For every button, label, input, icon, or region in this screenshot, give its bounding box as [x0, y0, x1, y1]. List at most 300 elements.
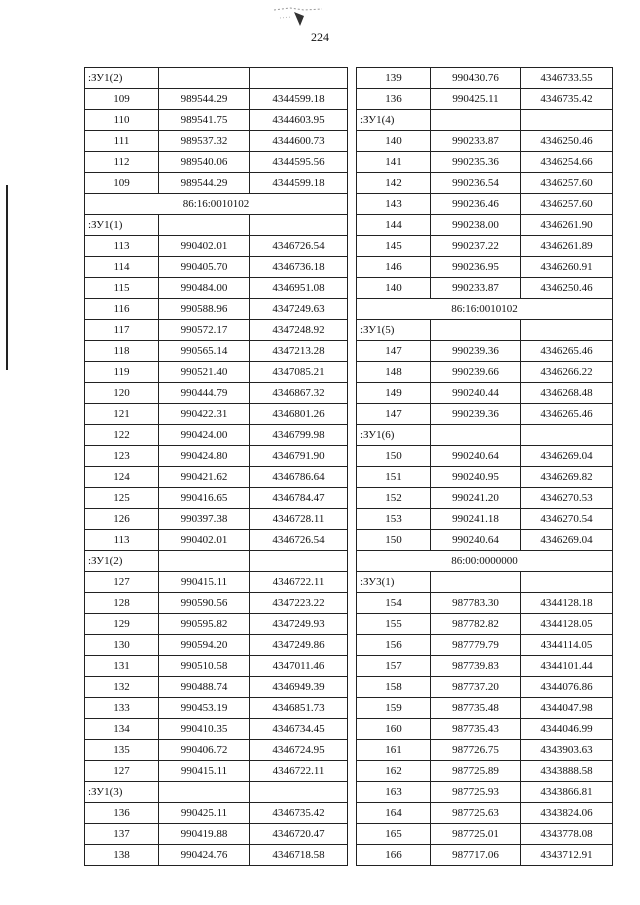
point-number-cell: 110: [85, 110, 159, 131]
table-row: [85, 488, 348, 509]
table-row: [85, 341, 348, 362]
x-coordinate-cell: 990430.76: [431, 68, 521, 89]
table-row: [357, 635, 613, 656]
point-number-cell: 154: [357, 593, 431, 614]
parcel-label-row: [85, 215, 348, 236]
y-coordinate-cell: 4344599.18: [250, 89, 348, 110]
x-coordinate-cell: 989537.32: [159, 131, 250, 152]
table-row: [357, 89, 613, 110]
y-coordinate-cell: 4346265.46: [521, 404, 613, 425]
cadastral-block-row: [357, 299, 613, 320]
y-coordinate-cell: 4346260.91: [521, 257, 613, 278]
x-coordinate-cell: 987735.48: [431, 698, 521, 719]
y-coordinate-cell: 4346784.47: [250, 488, 348, 509]
x-coordinate-cell: 990236.46: [431, 194, 521, 215]
y-coordinate-cell: 4346801.26: [250, 404, 348, 425]
y-coordinate-cell: 4346726.54: [250, 236, 348, 257]
table-row: [357, 383, 613, 404]
table-row: [85, 173, 348, 194]
x-coordinate-cell: 990424.76: [159, 845, 250, 866]
point-number-cell: 158: [357, 677, 431, 698]
y-coordinate-cell: 4346735.42: [521, 89, 613, 110]
y-coordinate-cell: 4346726.54: [250, 530, 348, 551]
parcel-label-row: [357, 572, 613, 593]
point-number-cell: 163: [357, 782, 431, 803]
x-coordinate-cell: 990419.88: [159, 824, 250, 845]
table-row: [85, 740, 348, 761]
table-row: [85, 761, 348, 782]
cadastral-block-number: 86:16:0010102: [85, 194, 348, 215]
y-coordinate-cell: 4346269.04: [521, 530, 613, 551]
y-coordinate-cell: 4346733.55: [521, 68, 613, 89]
y-coordinate-cell: 4346269.04: [521, 446, 613, 467]
table-row: [85, 278, 348, 299]
y-coordinate-cell: 4346718.58: [250, 845, 348, 866]
point-number-cell: 130: [85, 635, 159, 656]
point-number-cell: 143: [357, 194, 431, 215]
table-row: [357, 467, 613, 488]
x-coordinate-cell: 987735.43: [431, 719, 521, 740]
y-coordinate-cell: 4346250.46: [521, 131, 613, 152]
x-coordinate-cell: 989544.29: [159, 173, 250, 194]
point-number-cell: 165: [357, 824, 431, 845]
y-coordinate-cell: 4344047.98: [521, 698, 613, 719]
table-row: [357, 845, 613, 866]
y-coordinate-cell: 4343888.58: [521, 761, 613, 782]
y-coordinate-cell: 4346735.42: [250, 803, 348, 824]
point-number-cell: 144: [357, 215, 431, 236]
table-row: [357, 677, 613, 698]
point-number-cell: 133: [85, 698, 159, 719]
point-number-cell: 109: [85, 173, 159, 194]
table-row: [85, 677, 348, 698]
table-row: [85, 425, 348, 446]
point-number-cell: 124: [85, 467, 159, 488]
table-row: [357, 446, 613, 467]
point-number-cell: 157: [357, 656, 431, 677]
table-row: [357, 236, 613, 257]
x-coordinate-cell: 987782.82: [431, 614, 521, 635]
cadastral-block-row: [357, 551, 613, 572]
x-coordinate-cell: 990415.11: [159, 761, 250, 782]
scan-binding-line: [6, 185, 8, 370]
point-number-cell: 153: [357, 509, 431, 530]
empty-cell: [431, 572, 521, 593]
point-number-cell: 147: [357, 341, 431, 362]
point-number-cell: 132: [85, 677, 159, 698]
table-row: [357, 593, 613, 614]
empty-cell: [159, 551, 250, 572]
y-coordinate-cell: 4346254.66: [521, 152, 613, 173]
table-row: [357, 257, 613, 278]
y-coordinate-cell: 4347249.63: [250, 299, 348, 320]
point-number-cell: 117: [85, 320, 159, 341]
x-coordinate-cell: 987737.20: [431, 677, 521, 698]
table-row: [357, 68, 613, 89]
point-number-cell: 159: [357, 698, 431, 719]
parcel-label: :ЗУ1(1): [85, 215, 159, 236]
empty-cell: [159, 782, 250, 803]
empty-cell: [159, 215, 250, 236]
x-coordinate-cell: 990416.65: [159, 488, 250, 509]
y-coordinate-cell: 4346261.89: [521, 236, 613, 257]
point-number-cell: 146: [357, 257, 431, 278]
table-row: [85, 530, 348, 551]
x-coordinate-cell: 990421.62: [159, 467, 250, 488]
y-coordinate-cell: 4347213.28: [250, 341, 348, 362]
cadastral-block-row: [85, 194, 348, 215]
point-number-cell: 137: [85, 824, 159, 845]
x-coordinate-cell: 990237.22: [431, 236, 521, 257]
point-number-cell: 109: [85, 89, 159, 110]
parcel-label: :ЗУ1(6): [357, 425, 431, 446]
table-row: [85, 383, 348, 404]
parcel-label: :ЗУ1(5): [357, 320, 431, 341]
y-coordinate-cell: 4346949.39: [250, 677, 348, 698]
y-coordinate-cell: 4343712.91: [521, 845, 613, 866]
parcel-label: :ЗУ1(2): [85, 551, 159, 572]
point-number-cell: 140: [357, 131, 431, 152]
y-coordinate-cell: 4346786.64: [250, 467, 348, 488]
point-number-cell: 160: [357, 719, 431, 740]
y-coordinate-cell: 4346728.11: [250, 509, 348, 530]
y-coordinate-cell: 4346265.46: [521, 341, 613, 362]
table-row: [357, 404, 613, 425]
table-row: [85, 593, 348, 614]
table-row: [85, 89, 348, 110]
y-coordinate-cell: 4344114.05: [521, 635, 613, 656]
y-coordinate-cell: 4344599.18: [250, 173, 348, 194]
x-coordinate-cell: 990233.87: [431, 131, 521, 152]
point-number-cell: 145: [357, 236, 431, 257]
empty-cell: [431, 110, 521, 131]
x-coordinate-cell: 990240.95: [431, 467, 521, 488]
x-coordinate-cell: 990241.18: [431, 509, 521, 530]
point-number-cell: 123: [85, 446, 159, 467]
table-row: [357, 719, 613, 740]
empty-cell: [521, 320, 613, 341]
x-coordinate-cell: 987726.75: [431, 740, 521, 761]
table-row: [85, 236, 348, 257]
point-number-cell: 119: [85, 362, 159, 383]
table-row: [357, 824, 613, 845]
x-coordinate-cell: 987725.93: [431, 782, 521, 803]
table-row: [85, 446, 348, 467]
y-coordinate-cell: 4346799.98: [250, 425, 348, 446]
x-coordinate-cell: 990241.20: [431, 488, 521, 509]
point-number-cell: 151: [357, 467, 431, 488]
table-row: [357, 362, 613, 383]
y-coordinate-cell: 4346722.11: [250, 761, 348, 782]
point-number-cell: 127: [85, 761, 159, 782]
point-number-cell: 131: [85, 656, 159, 677]
point-number-cell: 126: [85, 509, 159, 530]
table-row: [357, 215, 613, 236]
table-row: [85, 656, 348, 677]
point-number-cell: 156: [357, 635, 431, 656]
empty-cell: [159, 68, 250, 89]
y-coordinate-cell: 4344128.05: [521, 614, 613, 635]
table-row: [357, 614, 613, 635]
y-coordinate-cell: 4344076.86: [521, 677, 613, 698]
y-coordinate-cell: 4346724.95: [250, 740, 348, 761]
point-number-cell: 111: [85, 131, 159, 152]
y-coordinate-cell: 4346270.54: [521, 509, 613, 530]
table-row: [85, 299, 348, 320]
point-number-cell: 166: [357, 845, 431, 866]
parcel-label-row: [357, 320, 613, 341]
x-coordinate-cell: 990240.44: [431, 383, 521, 404]
point-number-cell: 149: [357, 383, 431, 404]
x-coordinate-cell: 987783.30: [431, 593, 521, 614]
x-coordinate-cell: 990236.95: [431, 257, 521, 278]
table-row: [357, 131, 613, 152]
y-coordinate-cell: 4346250.46: [521, 278, 613, 299]
table-row: [357, 698, 613, 719]
y-coordinate-cell: 4346261.90: [521, 215, 613, 236]
point-number-cell: 136: [85, 803, 159, 824]
table-row: [85, 404, 348, 425]
table-row: [357, 509, 613, 530]
point-number-cell: 161: [357, 740, 431, 761]
y-coordinate-cell: 4346867.32: [250, 383, 348, 404]
point-number-cell: 136: [357, 89, 431, 110]
x-coordinate-cell: 990402.01: [159, 236, 250, 257]
parcel-label: :ЗУ3(1): [357, 572, 431, 593]
y-coordinate-cell: 4344595.56: [250, 152, 348, 173]
table-row: [85, 845, 348, 866]
y-coordinate-cell: 4347223.22: [250, 593, 348, 614]
table-row: [357, 488, 613, 509]
x-coordinate-cell: 990239.66: [431, 362, 521, 383]
scan-artifact-mark: [270, 4, 330, 30]
parcel-label: :ЗУ1(3): [85, 782, 159, 803]
empty-cell: [521, 572, 613, 593]
y-coordinate-cell: 4346722.11: [250, 572, 348, 593]
y-coordinate-cell: 4346257.60: [521, 194, 613, 215]
x-coordinate-cell: 987779.79: [431, 635, 521, 656]
x-coordinate-cell: 990521.40: [159, 362, 250, 383]
table-row: [357, 341, 613, 362]
point-number-cell: 127: [85, 572, 159, 593]
point-number-cell: 115: [85, 278, 159, 299]
y-coordinate-cell: 4346951.08: [250, 278, 348, 299]
x-coordinate-cell: 990425.11: [159, 803, 250, 824]
x-coordinate-cell: 990424.00: [159, 425, 250, 446]
y-coordinate-cell: 4346268.48: [521, 383, 613, 404]
x-coordinate-cell: 990402.01: [159, 530, 250, 551]
table-row: [357, 278, 613, 299]
point-number-cell: 113: [85, 236, 159, 257]
table-row: [85, 803, 348, 824]
point-number-cell: 150: [357, 446, 431, 467]
point-number-cell: 112: [85, 152, 159, 173]
x-coordinate-cell: 990594.20: [159, 635, 250, 656]
x-coordinate-cell: 989540.06: [159, 152, 250, 173]
empty-cell: [431, 425, 521, 446]
table-row: [85, 131, 348, 152]
point-number-cell: 135: [85, 740, 159, 761]
point-number-cell: 155: [357, 614, 431, 635]
x-coordinate-cell: 990236.54: [431, 173, 521, 194]
y-coordinate-cell: 4343866.81: [521, 782, 613, 803]
y-coordinate-cell: 4346269.82: [521, 467, 613, 488]
point-number-cell: 138: [85, 845, 159, 866]
x-coordinate-cell: 987739.83: [431, 656, 521, 677]
y-coordinate-cell: 4347085.21: [250, 362, 348, 383]
y-coordinate-cell: 4344101.44: [521, 656, 613, 677]
x-coordinate-cell: 990424.80: [159, 446, 250, 467]
x-coordinate-cell: 990238.00: [431, 215, 521, 236]
parcel-label: :ЗУ1(4): [357, 110, 431, 131]
parcel-label-row: [85, 551, 348, 572]
empty-cell: [250, 551, 348, 572]
y-coordinate-cell: 4347248.92: [250, 320, 348, 341]
table-row: [357, 782, 613, 803]
x-coordinate-cell: 990425.11: [431, 89, 521, 110]
table-row: [85, 698, 348, 719]
table-row: [85, 467, 348, 488]
parcel-label: :ЗУ1(2): [85, 68, 159, 89]
y-coordinate-cell: 4347249.93: [250, 614, 348, 635]
parcel-label-row: [357, 425, 613, 446]
x-coordinate-cell: 990444.79: [159, 383, 250, 404]
table-row: [357, 530, 613, 551]
x-coordinate-cell: 987725.89: [431, 761, 521, 782]
parcel-label-row: [85, 782, 348, 803]
point-number-cell: 142: [357, 173, 431, 194]
table-row: [85, 824, 348, 845]
x-coordinate-cell: 990484.00: [159, 278, 250, 299]
x-coordinate-cell: 990410.35: [159, 719, 250, 740]
table-row: [85, 320, 348, 341]
point-number-cell: 116: [85, 299, 159, 320]
table-row: [85, 509, 348, 530]
y-coordinate-cell: 4346270.53: [521, 488, 613, 509]
empty-cell: [431, 320, 521, 341]
x-coordinate-cell: 990235.36: [431, 152, 521, 173]
point-number-cell: 120: [85, 383, 159, 404]
y-coordinate-cell: 4344600.73: [250, 131, 348, 152]
point-number-cell: 114: [85, 257, 159, 278]
point-number-cell: 141: [357, 152, 431, 173]
coordinates-table-left: [84, 67, 348, 866]
x-coordinate-cell: 987725.63: [431, 803, 521, 824]
point-number-cell: 129: [85, 614, 159, 635]
y-coordinate-cell: 4347011.46: [250, 656, 348, 677]
table-row: [357, 152, 613, 173]
table-row: [357, 761, 613, 782]
table-row: [85, 614, 348, 635]
y-coordinate-cell: 4343824.06: [521, 803, 613, 824]
y-coordinate-cell: 4346257.60: [521, 173, 613, 194]
point-number-cell: 121: [85, 404, 159, 425]
x-coordinate-cell: 990415.11: [159, 572, 250, 593]
x-coordinate-cell: 990397.38: [159, 509, 250, 530]
parcel-label-row: [85, 68, 348, 89]
x-coordinate-cell: 990588.96: [159, 299, 250, 320]
point-number-cell: 152: [357, 488, 431, 509]
empty-cell: [250, 215, 348, 236]
y-coordinate-cell: 4346720.47: [250, 824, 348, 845]
x-coordinate-cell: 990406.72: [159, 740, 250, 761]
x-coordinate-cell: 990488.74: [159, 677, 250, 698]
point-number-cell: 128: [85, 593, 159, 614]
y-coordinate-cell: 4346734.45: [250, 719, 348, 740]
point-number-cell: 162: [357, 761, 431, 782]
point-number-cell: 118: [85, 341, 159, 362]
point-number-cell: 140: [357, 278, 431, 299]
y-coordinate-cell: 4346736.18: [250, 257, 348, 278]
cadastral-block-number: 86:00:0000000: [357, 551, 613, 572]
point-number-cell: 147: [357, 404, 431, 425]
x-coordinate-cell: 990240.64: [431, 446, 521, 467]
x-coordinate-cell: 990239.36: [431, 341, 521, 362]
table-row: [85, 152, 348, 173]
y-coordinate-cell: 4344603.95: [250, 110, 348, 131]
page-number: 224: [311, 30, 329, 44]
point-number-cell: 122: [85, 425, 159, 446]
x-coordinate-cell: 990422.31: [159, 404, 250, 425]
x-coordinate-cell: 987717.06: [431, 845, 521, 866]
point-number-cell: 125: [85, 488, 159, 509]
table-row: [85, 110, 348, 131]
y-coordinate-cell: 4346791.90: [250, 446, 348, 467]
x-coordinate-cell: 989544.29: [159, 89, 250, 110]
x-coordinate-cell: 989541.75: [159, 110, 250, 131]
y-coordinate-cell: 4343778.08: [521, 824, 613, 845]
y-coordinate-cell: 4343903.63: [521, 740, 613, 761]
x-coordinate-cell: 990453.19: [159, 698, 250, 719]
point-number-cell: 148: [357, 362, 431, 383]
x-coordinate-cell: 990239.36: [431, 404, 521, 425]
table-row: [85, 257, 348, 278]
table-row: [357, 803, 613, 824]
x-coordinate-cell: 990572.17: [159, 320, 250, 341]
y-coordinate-cell: 4347249.86: [250, 635, 348, 656]
point-number-cell: 150: [357, 530, 431, 551]
y-coordinate-cell: 4346851.73: [250, 698, 348, 719]
x-coordinate-cell: 990595.82: [159, 614, 250, 635]
y-coordinate-cell: 4346266.22: [521, 362, 613, 383]
point-number-cell: 164: [357, 803, 431, 824]
x-coordinate-cell: 990510.58: [159, 656, 250, 677]
coordinates-table-right: [356, 67, 613, 866]
x-coordinate-cell: 990233.87: [431, 278, 521, 299]
table-row: [85, 719, 348, 740]
x-coordinate-cell: 990405.70: [159, 257, 250, 278]
table-row: [357, 740, 613, 761]
x-coordinate-cell: 990565.14: [159, 341, 250, 362]
table-row: [85, 572, 348, 593]
point-number-cell: 113: [85, 530, 159, 551]
x-coordinate-cell: 987725.01: [431, 824, 521, 845]
table-row: [85, 362, 348, 383]
x-coordinate-cell: 990240.64: [431, 530, 521, 551]
x-coordinate-cell: 990590.56: [159, 593, 250, 614]
empty-cell: [250, 782, 348, 803]
point-number-cell: 139: [357, 68, 431, 89]
point-number-cell: 134: [85, 719, 159, 740]
cadastral-block-number: 86:16:0010102: [357, 299, 613, 320]
empty-cell: [521, 110, 613, 131]
parcel-label-row: [357, 110, 613, 131]
empty-cell: [250, 68, 348, 89]
table-row: [357, 194, 613, 215]
empty-cell: [521, 425, 613, 446]
y-coordinate-cell: 4344128.18: [521, 593, 613, 614]
table-row: [357, 656, 613, 677]
